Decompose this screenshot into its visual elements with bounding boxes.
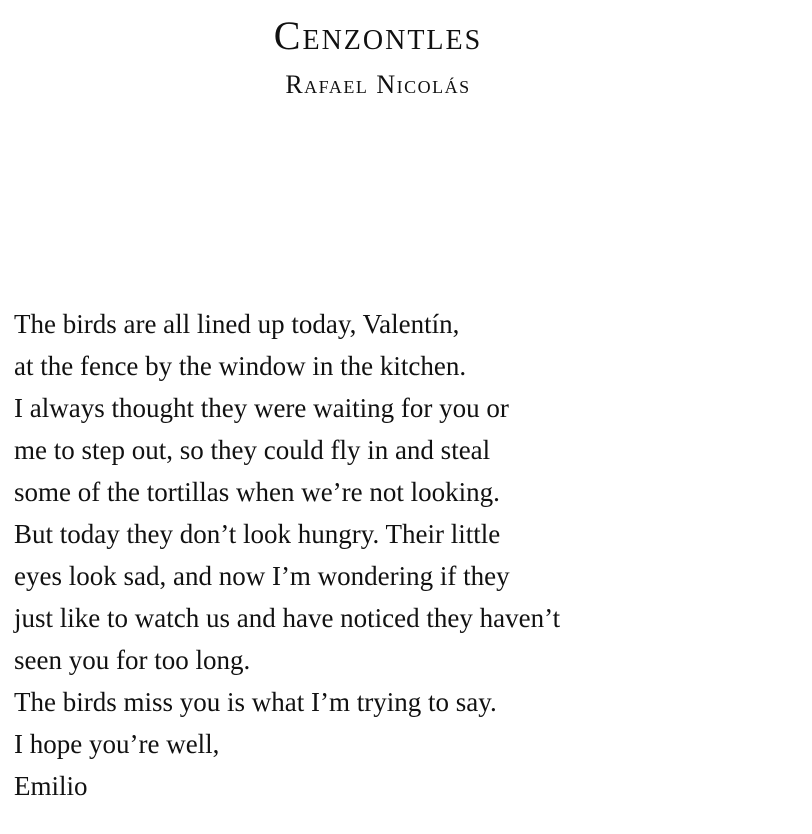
poem-line: The birds are all lined up today, Valentín, [14, 309, 460, 339]
poem-line: at the fence by the window in the kitchen. [14, 351, 467, 381]
poem-line: I always thought they were waiting for you or [14, 393, 509, 423]
poem-author: Rafael Nicolás [285, 70, 471, 99]
poem-body [14, 303, 804, 807]
poem-line: just like to watch us and have noticed they haven’t [14, 603, 561, 633]
poem-signature: Emilio [14, 771, 88, 801]
poem-title: Cenzontles [273, 13, 483, 58]
poem-line: eyes look sad, and now I’m wondering if they [14, 561, 510, 591]
poem-line: But today they don’t look hungry. Their little [14, 519, 501, 549]
poem-line: some of the tortillas when we’re not looking. [14, 477, 500, 507]
poem-line: seen you for too long. [14, 645, 251, 675]
poem-line: The birds miss you is what I’m trying to say. [14, 687, 497, 717]
poem-line: me to step out, so they could fly in and steal [14, 435, 491, 465]
poem-line: I hope you’re well, [14, 729, 220, 759]
